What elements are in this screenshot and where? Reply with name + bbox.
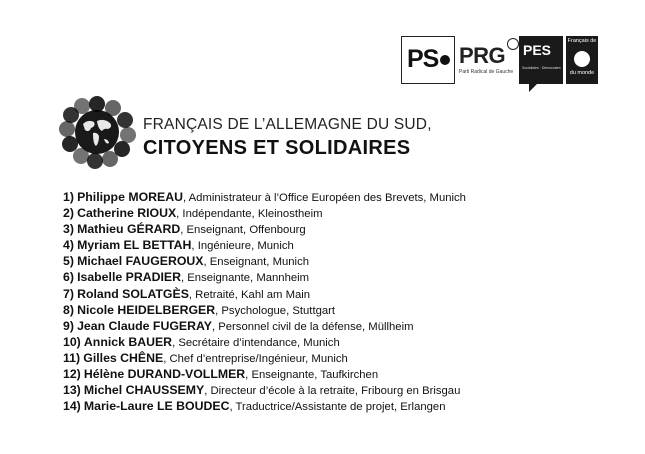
candidate-name: Isabelle PRADIER xyxy=(77,270,181,285)
pes-logo-text: PES xyxy=(523,42,552,58)
globe-icon xyxy=(574,51,590,67)
candidate-name: Michel CHAUSSEMY xyxy=(83,383,205,398)
prg-logo-text: PRG xyxy=(459,43,506,68)
candidate-description: , Ingénieure, Munich xyxy=(191,240,294,253)
candidate-name: Michael FAUGEROUX xyxy=(77,254,204,269)
fdm-logo-bottom-text: du monde xyxy=(569,70,595,76)
candidate-number: 10) xyxy=(63,334,81,349)
candidate-item xyxy=(63,351,466,367)
candidate-number: 5) xyxy=(63,254,74,269)
candidate-name: Mathieu GÉRARD xyxy=(77,222,181,237)
candidate-description: , Personnel civil de la défense, Müllheim xyxy=(211,320,414,333)
candidate-name: Roland SOLATGÈS xyxy=(77,286,189,301)
candidate-description: , Enseignante, Taufkirchen xyxy=(245,369,379,382)
candidate-name: Philippe MOREAU xyxy=(77,190,183,204)
francais-du-monde-logo xyxy=(566,36,598,84)
candidate-number: 2) xyxy=(63,206,74,221)
candidate-item xyxy=(63,335,466,351)
candidate-description: , Chef d’entreprise/Ingénieur, Munich xyxy=(163,352,348,365)
candidate-description: , Administrateur à l’Office Européen des Brevets, Munich xyxy=(182,192,466,204)
candidate-number: 12) xyxy=(63,367,81,382)
candidate-item xyxy=(63,399,466,415)
candidate-item xyxy=(63,270,466,286)
prg-logo-subtitle: Parti Radical de Gauche xyxy=(459,69,514,75)
candidate-item xyxy=(63,238,466,254)
candidate-item xyxy=(63,206,466,222)
candidate-name: Gilles CHÊNE xyxy=(83,350,164,365)
candidate-name: Catherine RIOUX xyxy=(77,206,177,221)
ps-logo xyxy=(401,36,455,84)
candidate-item xyxy=(63,254,466,270)
candidate-description: , Enseignant, Munich xyxy=(203,256,310,269)
candidate-description: , Enseignante, Mannheim xyxy=(180,272,310,285)
heading-line-1: FRANÇAIS DE L’ALLEMAGNE DU SUD, xyxy=(143,116,432,133)
candidate-description: , Traductrice/Assistante de projet, Erlangen xyxy=(229,401,446,414)
candidate-name: Jean Claude FUGERAY xyxy=(77,318,212,333)
candidate-description: , Retraité, Kahl am Main xyxy=(188,288,311,301)
candidate-number: 11) xyxy=(63,350,81,365)
candidate-name: Nicole HEIDELBERGER xyxy=(77,302,216,317)
fdm-logo-top-text: Français de xyxy=(567,38,597,44)
rose-icon xyxy=(440,55,450,65)
candidate-description: , Enseignant, Offenbourg xyxy=(180,224,306,237)
heading-line-2: CITOYENS ET SOLIDAIRES xyxy=(143,137,411,159)
pes-logo xyxy=(519,36,563,84)
candidate-number: 3) xyxy=(63,222,74,237)
candidate-number: 1) xyxy=(63,190,74,204)
candidate-number: 4) xyxy=(63,238,74,253)
candidate-item xyxy=(63,222,466,238)
list-heading xyxy=(143,116,432,160)
prg-circle-icon xyxy=(507,38,519,50)
candidate-name: Myriam EL BETTAH xyxy=(77,238,192,253)
candidate-number: 14) xyxy=(63,399,81,414)
candidate-name: Annick BAUER xyxy=(83,334,173,349)
prg-logo xyxy=(457,36,517,84)
candidate-description: , Psychologue, Stuttgart xyxy=(215,304,336,317)
candidate-item xyxy=(63,190,466,206)
candidate-number: 6) xyxy=(63,270,74,285)
candidate-number: 13) xyxy=(63,383,81,398)
candidate-name: Marie-Laure LE BOUDEC xyxy=(83,399,230,414)
candidate-number: 9) xyxy=(63,318,74,333)
candidate-item xyxy=(63,287,466,303)
candidate-item xyxy=(63,383,466,399)
candidate-description: , Secrétaire d’intendance, Munich xyxy=(172,336,340,349)
globe-circles-emblem xyxy=(57,95,137,169)
candidate-item xyxy=(63,367,466,383)
candidate-description: , Directeur d’école à la retraite, Fribourg en Brisgau xyxy=(204,385,461,398)
speech-tail-icon xyxy=(529,84,537,92)
candidate-number: 7) xyxy=(63,286,74,301)
candidate-name: Hélène DURAND-VOLLMER xyxy=(83,367,246,382)
pes-logo-subtitle: Socialistes · Démocrates xyxy=(522,66,561,70)
candidate-item xyxy=(63,303,466,319)
ps-logo-text: PS xyxy=(407,45,439,73)
candidate-list xyxy=(63,190,466,415)
candidate-number: 8) xyxy=(63,302,74,317)
candidate-description: , Indépendante, Kleinostheim xyxy=(176,208,323,221)
candidate-item xyxy=(63,319,466,335)
